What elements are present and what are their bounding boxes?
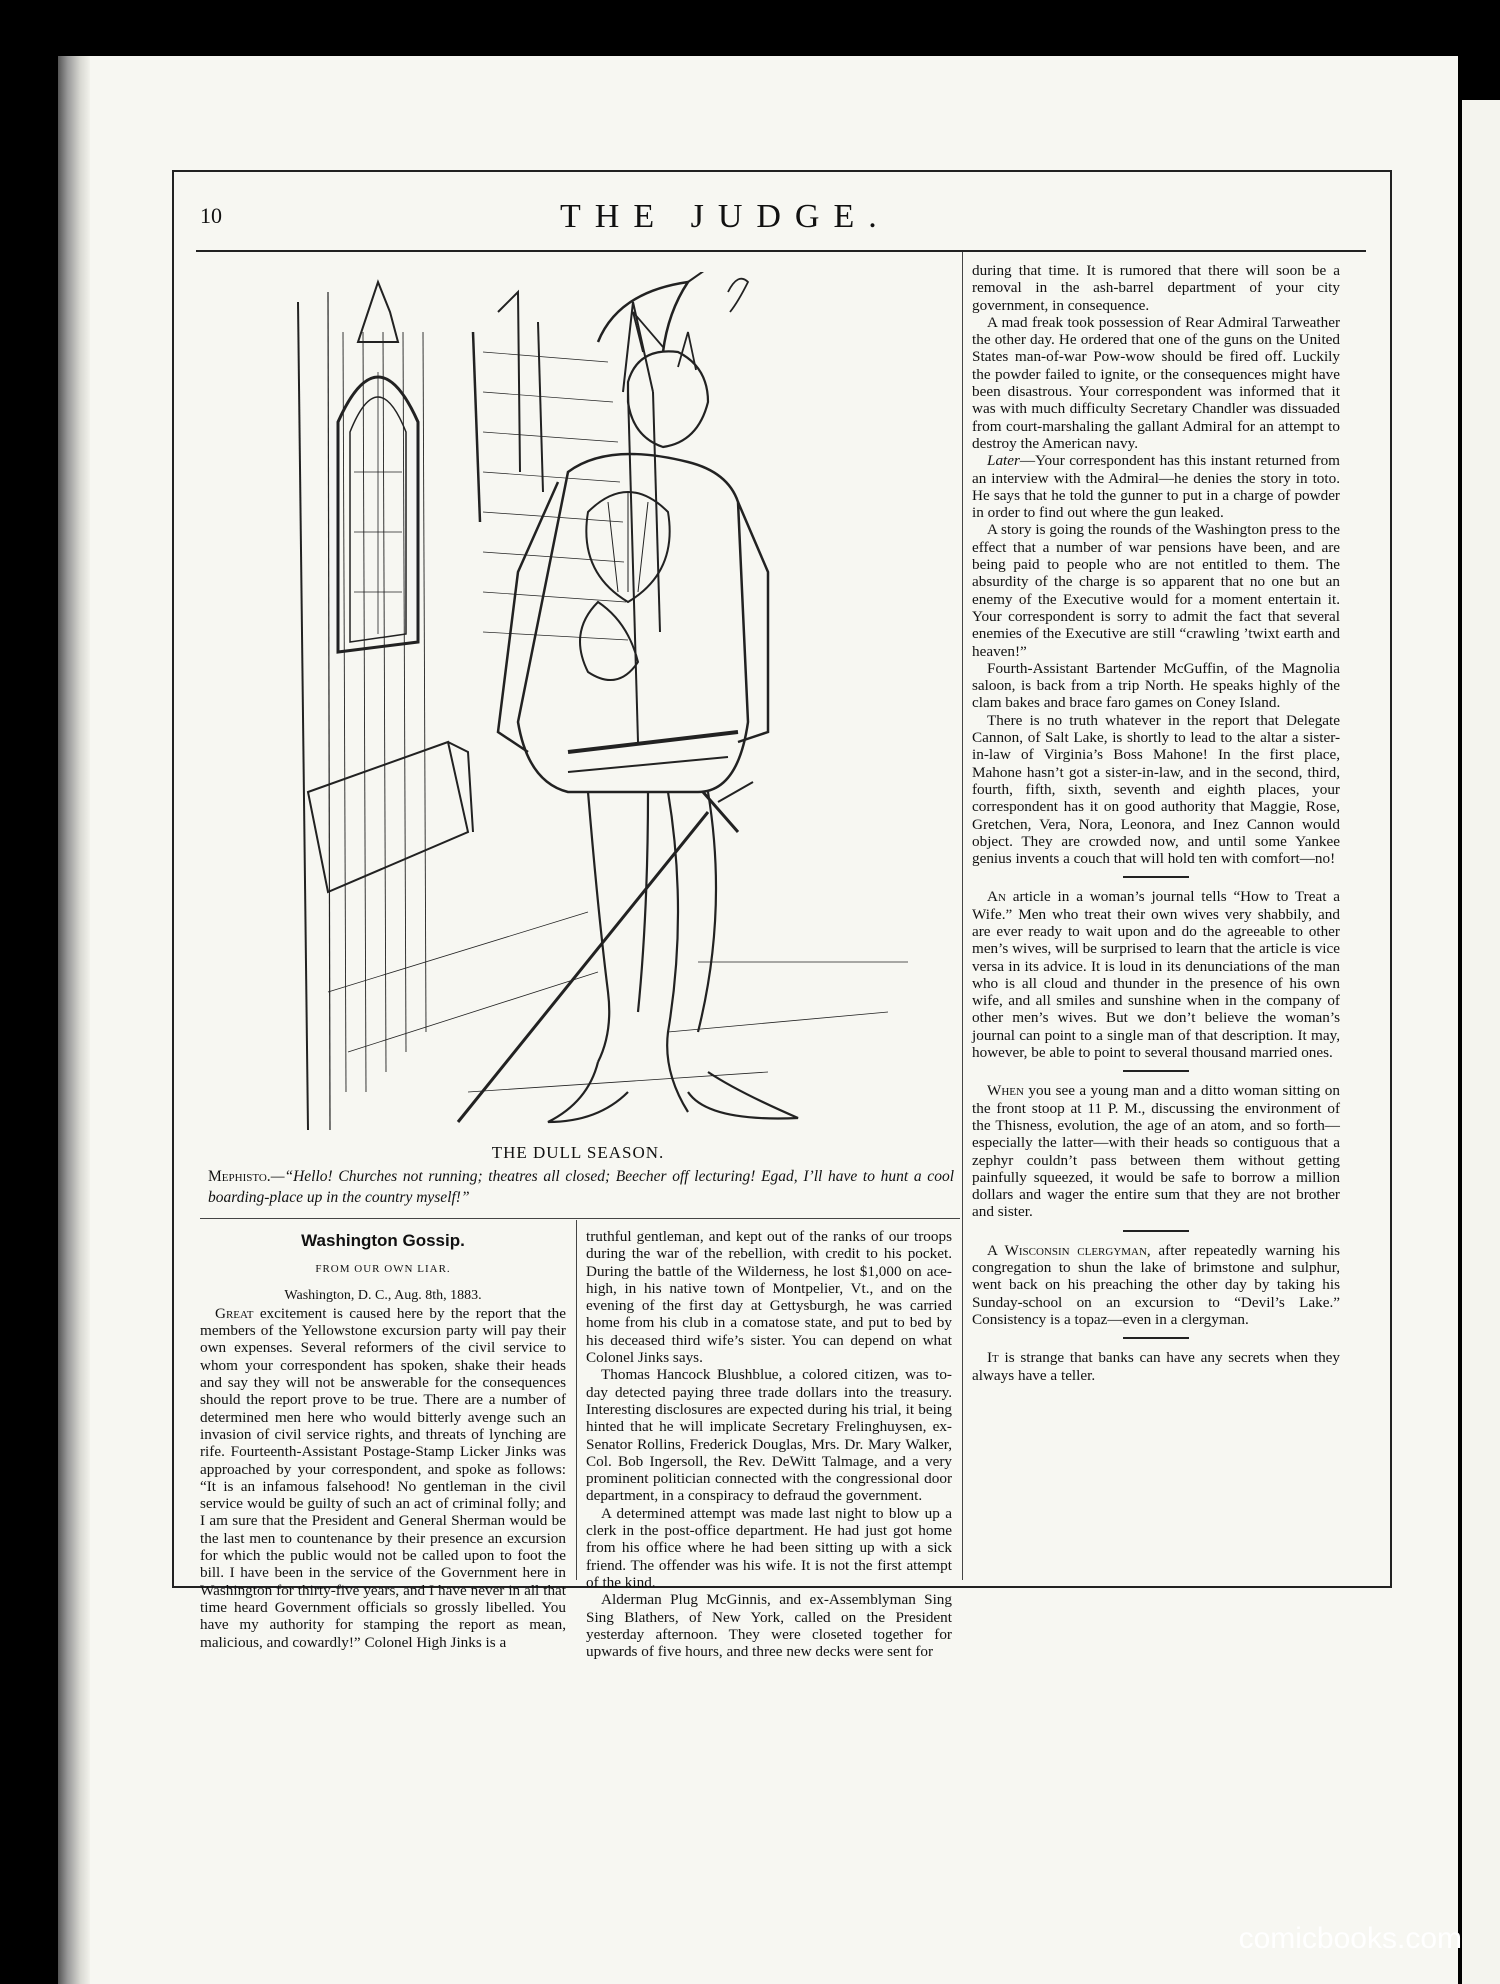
section-separator [1123,1337,1189,1339]
site-watermark: comicbooks.com [1238,1922,1462,1955]
mephisto-cartoon-illustration [268,272,948,1130]
gossip-paragraph-9: There is no truth whatever in the report that Delegate Cannon, of Salt Lake, is shortly to lead to the altar a sister-in-law of Virginia’s Boss Mahone! In the first place, Mahone hasn’t got a sister-in-law, and in the second, third, fourth, fifth, sixth, seventh and eighth places, your correspondent has it on good authority that Maggie, Rose, Gretchen, Vera, Nora, Leonora, and Inez Cannon would object. They are crowded now, and until some Yankee genius invents a couch that will hold ten with comfort—no! [972,711,1340,868]
cartoon-title: THE DULL SEASON. [491,1143,665,1162]
caption-quote: —“Hello! Churches not running; theatres all closed; Beecher off lecturing! Egad, I’ll have to hunt a cool boarding-place up in the country myself!” [208,1168,954,1206]
column-3 [972,262,1340,1384]
caption-speaker: Mephisto. [208,1168,271,1185]
section-separator [1123,1070,1189,1072]
later-lead: Later [987,452,1020,470]
gossip-paragraph-6: Later—Your correspondent has this instant returned from an interview with the Admiral—he denies the story in toto. He says that he told the gunner to put in a charge of powder in order to find out where the gun leaked. [972,452,1340,522]
column-rule-right [962,252,963,1580]
caption-rule [200,1218,960,1219]
section-separator [1123,876,1189,878]
masthead-title: THE JUDGE. [560,198,891,235]
column-2 [586,1228,952,1660]
gossip-paragraph-8: Fourth-Assistant Bartender McGuffin, of the Magnolia saloon, is back from a trip North. He speaks highly of the clam bakes and brace faro games on Coney Island. [972,659,1340,712]
clergyman-item: A Wisconsin clergyman, after repeatedly warning his congregation to shun the lake of brimstone and sulphur, went back on his preaching the other day by taking his Sunday-school on an excursion to “Devil’s Lake.” Consistency is a topaz—even in a clergyman. [972,1241,1340,1328]
dropcap-lead: Great [215,1304,254,1322]
header-rule [196,250,1366,252]
stoop-item: When you see a young man and a ditto woman sitting on the front stoop at 11 P. M., discussing the environment of the Thisness, evolution, the age of an atom, and so forth—especially the latter—with their heads so contiguous that a zephyr couldn’t pass between them without getting painfully squeezed, it would be safe to borrow a million dollars and wager the entire sum that they are not brother and sister. [972,1082,1340,1221]
column-1 [200,1228,566,1651]
cartoon-caption [208,1166,954,1208]
gossip-paragraph-4-continued: during that time. It is rumored that there will soon be a removal in the ash-barrel department of your city government, in consequence. [972,262,1340,314]
column-rule-left [576,1220,577,1580]
gossip-paragraph-4: Alderman Plug McGinnis, and ex-Assemblyman Sing Sing Blathers, of New York, called on the President yesterday afternoon. They were closeted together for upwards of five hours, and three new decks were sent for [586,1591,952,1661]
page-binding-edge [58,56,90,1984]
gossip-paragraph-5: A mad freak took possession of Rear Admiral Tarweather the other day. He ordered that one of the guns on the United States man-of-war Pow-wow should be fired off. Luckily the powder failed to ignite, or the consequences might have been disastrous. Your correspondent was informed that it was with much difficulty Secretary Chandler was dissuaded from court-marshaling the gallant Admiral for an attempt to destroy the American navy. [972,313,1340,452]
section-separator [1123,1230,1189,1232]
page-number: 10 [200,203,222,228]
banks-item: It is strange that banks can have any secrets when they always have a teller. [972,1349,1341,1384]
gossip-paragraph-2: Thomas Hancock Blushblue, a colored citizen, was to-day detected paying three trade dollars into the treasury. Interesting disclosures are expected during his trial, it being hinted that he will implicate Secretary Frelinghuysen, ex-Senator Rollins, Frederick Douglas, Mrs. Dr. Mary Walker, Col. Bob Ingersoll, the Rev. DeWitt Talmage, and a very prominent politician connected with the congressional door department, in a conspiracy to defraud the government. [586,1366,952,1505]
article-dateline: Washington, D. C., Aug. 8th, 1883. [284,1287,482,1303]
article-title: Washington Gossip. [301,1231,465,1250]
gossip-paragraph-3: A determined attempt was made last night to blow up a clerk in the post-office department. He had just got home from his office where he had been sitting up with a sick friend. The offender was his wife. It is not the first attempt of the kind. [586,1504,952,1591]
wife-item: An article in a woman’s journal tells “How to Treat a Wife.” Men who treat their own wives very shabbily, and are ever ready to wait upon and do the agreeable to other men’s wives, will be surprised to learn that the article is vice versa in its advice. It is loud in its denunciations of the man who is all cloud and thunder in the presence of his own wife, and all smiles and sunshine when in the company of other men’s wives. But we don’t believe the woman’s journal can point to a single man of that description. It may, however, be able to point to several thousand married ones. [972,888,1341,1062]
adjacent-page-edge [1462,100,1500,1984]
gossip-paragraph-1: Great excitement is caused here by the report that the members of the Yellowstone excursion party will pay their own expenses. Several reformers of the civil service to whom your correspondent has spoken, shake their heads and say they will not be answerable for the consequences should the report prove to be true. There are a number of determined men here who would bitterly avenge such an invasion of civil service rights, and threats of lynching are rife. Fourteenth-Assistant Postage-Stamp Licker Jinks was approached by your correspondent, and spoke as follows: “It is an infamous falsehood! No gentleman in the civil service would be guilty of such an act of criminal folly; and I am sure that the President and General Sherman would be the last men to countenance by their presence an excursion for which the public would not be called upon to foot the bill. I have been in the service of the Government here in Washington for thirty-five years, and I have never in all that time heard Government officials so grossly libelled. You have my authority for stamping the report as mean, malicious, and cowardly!” Colonel High Jinks is a [200,1304,567,1651]
gossip-paragraph-7: A story is going the rounds of the Washington press to the effect that a number of war pensions have been, and are being paid to people who are not entitled to them. The absurdity of the charge is so apparent that no one but an enemy of the Executive would for a moment entertain it. Your correspondent is sorry to admit the fact that several enemies of the Executive are still “crawling ’twixt earth and heaven!” [972,521,1340,660]
gossip-paragraph-1-continued: truthful gentleman, and kept out of the ranks of our troops during the war of the rebellion, with credit to his pocket. During the battle of the Wilderness, he lost $1,000 on ace-high, in his native town of Montpelier, Vt., and on the evening of the first day at Gettysburgh, he was carried home from his club in a comatose state, and put to bed by his deceased third wife’s sister. You can depend on what Colonel Jinks says. [586,1228,952,1367]
article-byline: FROM OUR OWN LIAR. [315,1263,451,1276]
